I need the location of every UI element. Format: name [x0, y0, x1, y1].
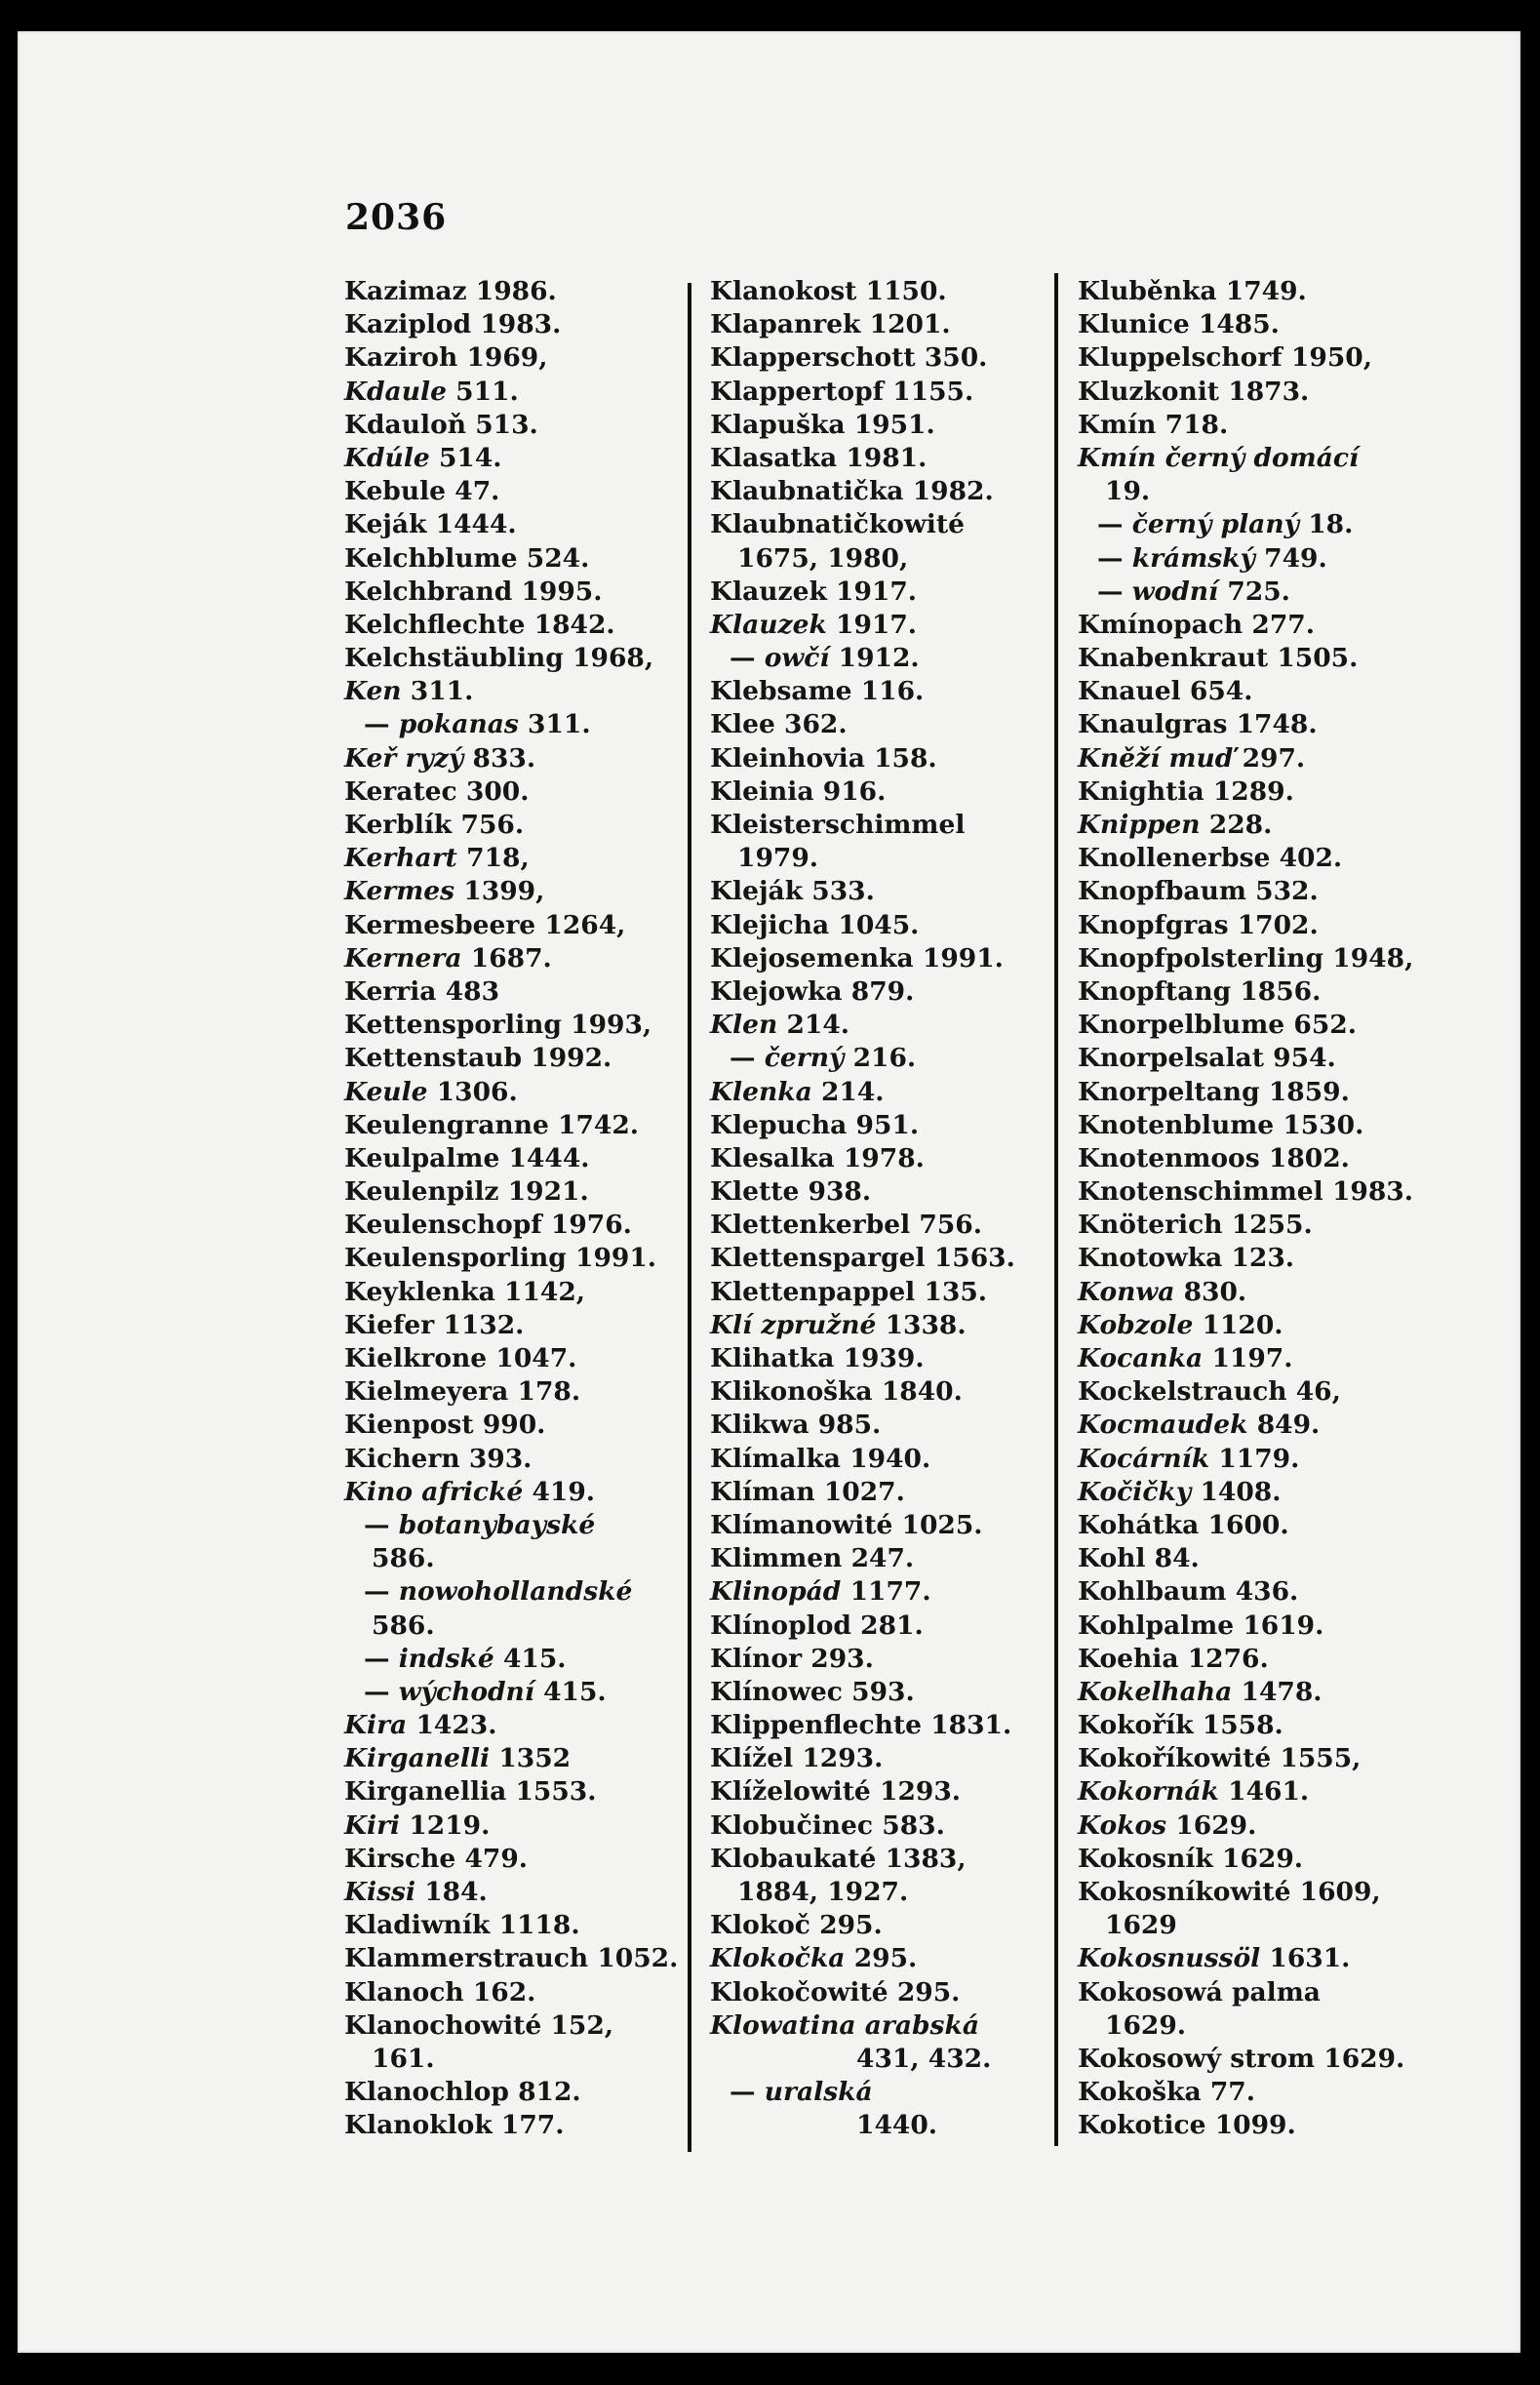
- index-entry: Klejosemenka 1991.: [710, 942, 1004, 974]
- index-entry: Keulensporling 1991.: [344, 1243, 656, 1274]
- index-entry: — nowohollandské: [364, 1576, 633, 1608]
- index-entry: Kohlpalme 1619.: [1078, 1610, 1324, 1641]
- index-entry: Kleisterschimmel: [710, 810, 966, 840]
- index-entry: Knauel 654.: [1078, 676, 1253, 707]
- index-entry: Kmínopach 277.: [1078, 609, 1315, 640]
- index-entry: Knabenkraut 1505.: [1078, 643, 1359, 674]
- index-column-1: [344, 275, 681, 2143]
- index-entry: 1979.: [737, 843, 818, 874]
- index-entry: Klíželowité 1293.: [710, 1776, 962, 1808]
- index-entry: Klínor 293.: [710, 1643, 874, 1674]
- index-entry: Kluběnka 1749.: [1078, 276, 1307, 306]
- index-entry: Klapuška 1951.: [710, 409, 935, 440]
- index-entry: — černý 216.: [730, 1043, 917, 1074]
- index-entry: Kettensporling 1993,: [344, 1010, 652, 1041]
- index-entry: Knotowka 123.: [1078, 1243, 1295, 1274]
- index-entry: Klanoch 162.: [344, 1976, 536, 2007]
- index-entry: Klapperschott 350.: [710, 342, 988, 374]
- index-entry: Klikwa 985.: [710, 1410, 882, 1441]
- index-entry: Kdúle 514.: [344, 442, 502, 473]
- index-entry: Klínowec 593.: [710, 1676, 915, 1707]
- index-entry: Kerhart 718,: [344, 843, 530, 874]
- index-entry: Kokosník 1629.: [1078, 1843, 1303, 1874]
- index-entry: Kokosowá palma: [1078, 1976, 1321, 2007]
- index-entry: Klen 214.: [710, 1010, 850, 1041]
- index-entry: Kokos 1629.: [1078, 1809, 1257, 1841]
- index-entry: Kluzkonit 1873.: [1078, 376, 1310, 407]
- index-entry: Klížel 1293.: [710, 1743, 884, 1774]
- index-entry: Klobučinec 583.: [710, 1809, 945, 1841]
- index-entry: Kokosnussöl 1631.: [1078, 1943, 1351, 1974]
- page-number: 2036: [345, 197, 448, 238]
- index-entry: Kocárník 1179.: [1078, 1443, 1300, 1474]
- index-entry: Kelchblume 524.: [344, 542, 590, 574]
- index-entry: Klejicha 1045.: [710, 909, 920, 940]
- index-entry: — pokanas 311.: [364, 709, 591, 740]
- index-entry: Kocanka 1197.: [1078, 1343, 1293, 1373]
- index-entry: Kermesbeere 1264,: [344, 909, 626, 940]
- index-entry: Klaubnatičkowité: [710, 509, 965, 540]
- index-entry: Klihatka 1939.: [710, 1343, 925, 1373]
- index-entry: Kelchflechte 1842.: [344, 609, 615, 640]
- index-entry: Kohlbaum 436.: [1078, 1576, 1299, 1608]
- index-entry: Klunice 1485.: [1078, 309, 1280, 340]
- index-entry: Klobaukaté 1383,: [710, 1843, 967, 1874]
- index-entry: Kichern 393.: [344, 1443, 533, 1474]
- index-entry: Keulenpilz 1921.: [344, 1176, 589, 1208]
- index-entry: Kluppelschorf 1950,: [1078, 342, 1372, 374]
- index-entry: Knorpelsalat 954.: [1078, 1043, 1336, 1074]
- index-entry: Kdauloň 513.: [344, 409, 538, 440]
- index-entry: Klee 362.: [710, 709, 848, 740]
- index-entry: Klettenpappel 135.: [710, 1276, 988, 1307]
- index-entry: 586.: [372, 1543, 435, 1574]
- index-entry: — krámský 749.: [1097, 542, 1327, 574]
- index-entry: Klepucha 951.: [710, 1109, 920, 1140]
- index-entry: Knopfgras 1702.: [1078, 909, 1319, 940]
- index-entry: Klímalka 1940.: [710, 1443, 931, 1474]
- index-entry: Kocmaudek 849.: [1078, 1410, 1321, 1441]
- index-entry: Klesalka 1978.: [710, 1142, 925, 1173]
- index-entry: Klippenflechte 1831.: [710, 1710, 1012, 1741]
- index-entry: Klaubnatička 1982.: [710, 476, 994, 507]
- index-entry: Kernera 1687.: [344, 942, 552, 974]
- book-page: [18, 31, 1520, 2353]
- index-entry: Kiri 1219.: [344, 1809, 491, 1841]
- index-entry: Kleinia 916.: [710, 775, 887, 807]
- index-entry: Knopfpolsterling 1948,: [1078, 942, 1414, 974]
- index-entry: Kirsche 479.: [344, 1843, 529, 1874]
- index-entry: Knippen 228.: [1078, 810, 1273, 840]
- index-entry: Kněží muď 297.: [1078, 742, 1306, 774]
- index-entry: Kobzole 1120.: [1078, 1309, 1283, 1340]
- index-entry: Kokornák 1461.: [1078, 1776, 1310, 1808]
- index-entry: Klimmen 247.: [710, 1543, 915, 1574]
- index-entry: Kohátka 1600.: [1078, 1509, 1289, 1540]
- index-entry: — wýchodní 415.: [364, 1676, 607, 1707]
- index-entry: Keulenschopf 1976.: [344, 1210, 632, 1241]
- index-entry: 1675, 1980,: [737, 542, 909, 574]
- index-entry: Knopfbaum 532.: [1078, 876, 1319, 907]
- index-entry: Kokosowý strom 1629.: [1078, 2043, 1405, 2074]
- index-entry: Kmín černý domácí: [1078, 442, 1360, 473]
- index-entry: Klímanowité 1025.: [710, 1509, 983, 1540]
- index-entry: Keulengranne 1742.: [344, 1109, 640, 1140]
- index-entry: Kissi 184.: [344, 1877, 488, 1907]
- index-entry: Klinopád 1177.: [710, 1576, 931, 1608]
- index-entry: Kaziplod 1983.: [344, 309, 562, 340]
- index-entry: Kelchbrand 1995.: [344, 576, 603, 607]
- index-entry: Knollenerbse 402.: [1078, 843, 1343, 874]
- index-entry: Keratec 300.: [344, 775, 530, 807]
- index-entry: Klínoplod 281.: [710, 1610, 924, 1641]
- index-entry: Klí zpružné 1338.: [710, 1309, 967, 1340]
- index-column-2: [710, 275, 1042, 2143]
- index-entry: Klanochlop 812.: [344, 2077, 581, 2108]
- index-entry: Kazimaz 1986.: [344, 276, 557, 306]
- index-entry: Kino africké 419.: [344, 1476, 596, 1507]
- index-entry: Klanokost 1150.: [710, 276, 947, 306]
- index-entry: Knotenschimmel 1983.: [1078, 1176, 1413, 1208]
- index-entry: — uralská: [730, 2077, 873, 2108]
- index-entry: Klauzek 1917.: [710, 576, 918, 607]
- index-entry: 161.: [372, 2043, 435, 2074]
- index-entry: — botanybayské: [364, 1509, 596, 1540]
- index-entry: Kohl 84.: [1078, 1543, 1200, 1574]
- index-entry: Keják 1444.: [344, 509, 517, 540]
- index-entry: Kleják 533.: [710, 876, 875, 907]
- index-entry: Kerblík 756.: [344, 810, 525, 840]
- index-entry: Kokosníkowité 1609,: [1078, 1877, 1381, 1907]
- index-entry: Klenka 214.: [710, 1076, 885, 1107]
- index-entry: Kmín 718.: [1078, 409, 1229, 440]
- index-entry: Klokoč 295.: [710, 1910, 883, 1941]
- index-entry: Knotenmoos 1802.: [1078, 1142, 1350, 1173]
- index-entry: Klanoklok 177.: [344, 2110, 565, 2141]
- column-rule: [688, 283, 691, 2152]
- index-entry: Klauzek 1917.: [710, 609, 918, 640]
- index-entry: Knaulgras 1748.: [1078, 709, 1318, 740]
- index-entry: Klanochowité 152,: [344, 2009, 614, 2041]
- index-entry: 19.: [1105, 476, 1151, 507]
- index-entry: Kiefer 1132.: [344, 1309, 525, 1340]
- index-entry: Kielkrone 1047.: [344, 1343, 577, 1373]
- index-entry: 586.: [372, 1610, 435, 1641]
- index-entry: 1629: [1105, 1910, 1177, 1941]
- index-entry: Knightia 1289.: [1078, 775, 1294, 807]
- index-entry: — wodní 725.: [1097, 576, 1290, 607]
- index-entry: Keř ryzý 833.: [344, 742, 536, 774]
- index-entry: Klebsame 116.: [710, 676, 925, 707]
- index-entry: Kebule 47.: [344, 476, 500, 507]
- index-entry: Knotenblume 1530.: [1078, 1109, 1364, 1140]
- index-entry: Klettenspargel 1563.: [710, 1243, 1015, 1274]
- index-entry: Kermes 1399,: [344, 876, 545, 907]
- index-entry: — černý planý 18.: [1097, 509, 1354, 540]
- index-entry: Klokočka 295.: [710, 1943, 918, 1974]
- index-entry: Kerria 483: [344, 975, 500, 1007]
- index-entry: Kielmeyera 178.: [344, 1376, 581, 1408]
- index-entry: Ken 311.: [344, 676, 474, 707]
- index-entry: Klapanrek 1201.: [710, 309, 951, 340]
- index-entry: Klikonoška 1840.: [710, 1376, 963, 1408]
- index-entry: Kirganelli 1352: [344, 1743, 572, 1774]
- index-entry: Kdaule 511.: [344, 376, 519, 407]
- index-entry: Klowatina arabská: [710, 2009, 980, 2041]
- index-entry: Kočičky 1408.: [1078, 1476, 1282, 1507]
- index-entry: 431, 432.: [856, 2043, 992, 2074]
- index-entry: Knöterich 1255.: [1078, 1210, 1313, 1241]
- index-entry: 1629.: [1105, 2009, 1186, 2041]
- index-column-3: [1078, 275, 1414, 2143]
- index-entry: Knorpeltang 1859.: [1078, 1076, 1350, 1107]
- index-entry: Kettenstaub 1992.: [344, 1043, 612, 1074]
- index-entry: Kirganellia 1553.: [344, 1776, 597, 1808]
- index-entry: Kokoříkowité 1555,: [1078, 1743, 1362, 1774]
- index-entry: Kelchstäubling 1968,: [344, 643, 654, 674]
- index-entry: — owčí 1912.: [730, 643, 920, 674]
- index-entry: Klammerstrauch 1052.: [344, 1943, 679, 1974]
- index-entry: Klokočowité 295.: [710, 1976, 961, 2007]
- index-entry: Kladiwník 1118.: [344, 1910, 580, 1941]
- column-rule: [1054, 273, 1058, 2146]
- index-entry: Klettenkerbel 756.: [710, 1210, 982, 1241]
- index-entry: Klette 938.: [710, 1176, 872, 1208]
- index-entry: Kokořík 1558.: [1078, 1710, 1283, 1741]
- index-entry: Klappertopf 1155.: [710, 376, 974, 407]
- index-entry: Kleinhovia 158.: [710, 742, 937, 774]
- index-entry: Kira 1423.: [344, 1710, 497, 1741]
- index-entry: Keule 1306.: [344, 1076, 518, 1107]
- index-entry: Kockelstrauch 46,: [1078, 1376, 1341, 1408]
- index-entry: Klejowka 879.: [710, 975, 915, 1007]
- index-entry: Kaziroh 1969,: [344, 342, 548, 374]
- index-entry: Keyklenka 1142,: [344, 1276, 586, 1307]
- index-entry: Knopftang 1856.: [1078, 975, 1322, 1007]
- index-entry: 1440.: [856, 2110, 937, 2141]
- index-entry: 1884, 1927.: [737, 1877, 909, 1907]
- index-entry: Kokelhaha 1478.: [1078, 1676, 1323, 1707]
- index-entry: Kokoška 77.: [1078, 2077, 1255, 2108]
- index-entry: Kienpost 990.: [344, 1410, 546, 1441]
- index-entry: Klíman 1027.: [710, 1476, 905, 1507]
- index-entry: Konwa 830.: [1078, 1276, 1247, 1307]
- index-entry: — indské 415.: [364, 1643, 567, 1674]
- index-entry: Klasatka 1981.: [710, 442, 928, 473]
- index-entry: Knorpelblume 652.: [1078, 1010, 1357, 1041]
- index-entry: Koehia 1276.: [1078, 1643, 1269, 1674]
- index-entry: Keulpalme 1444.: [344, 1142, 590, 1173]
- index-entry: Kokotice 1099.: [1078, 2110, 1296, 2141]
